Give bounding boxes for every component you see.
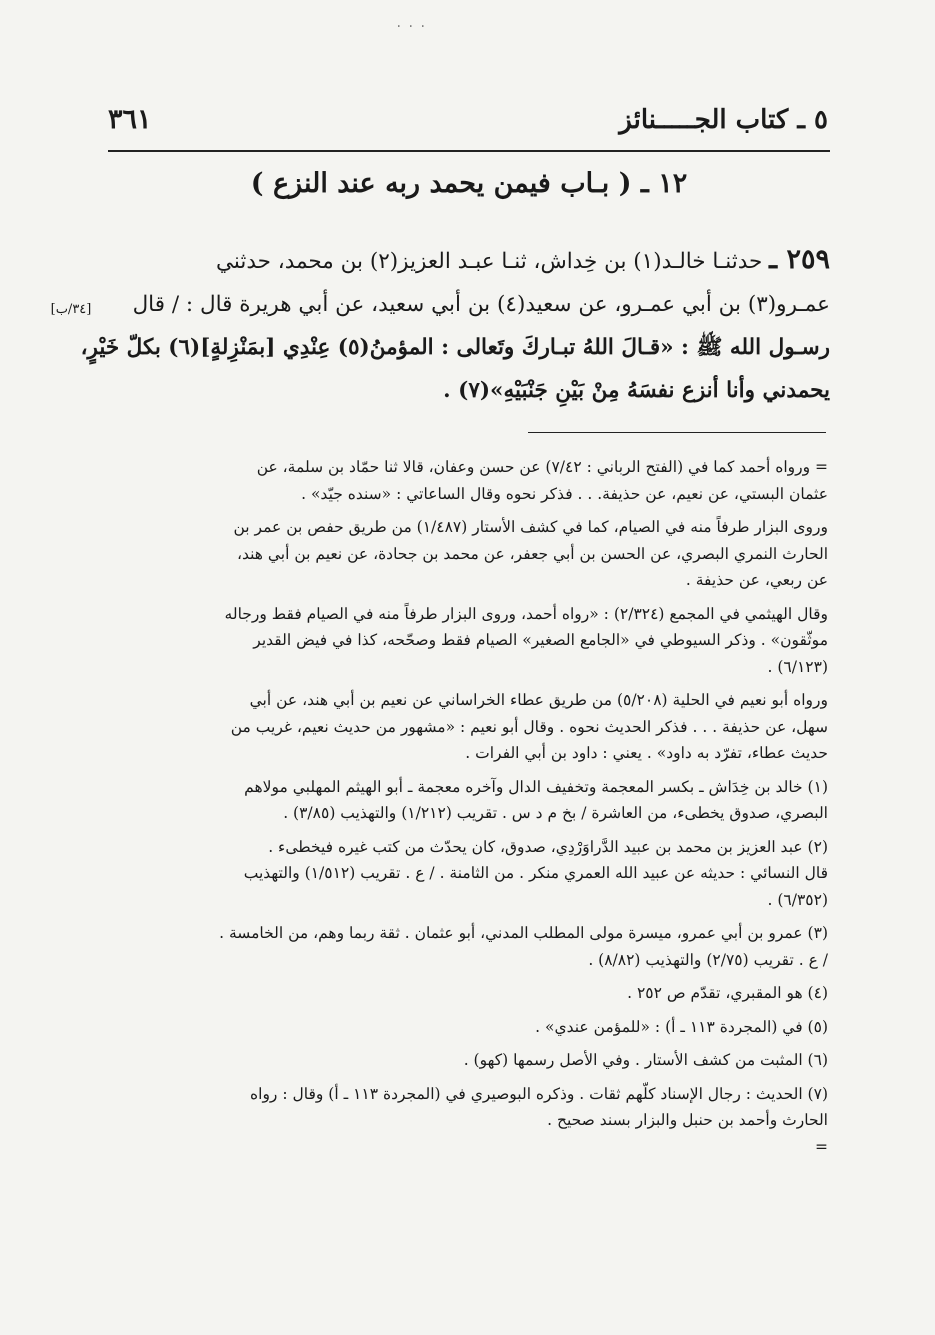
note-paragraph bbox=[112, 601, 828, 681]
hadith-line-2: عمـرو(٣) بن أبي عمـرو، عن سعيد(٤) بن أبي سعيد، عن أبي هريرة قال : / قال bbox=[132, 292, 830, 317]
hadith-number: ٢٥٩ ـ bbox=[769, 244, 830, 275]
top-marks: ٠ ٠ ٠ bbox=[395, 18, 427, 34]
note-paragraph bbox=[112, 514, 828, 594]
note-paragraph bbox=[112, 454, 828, 507]
footnote-7 bbox=[112, 1081, 828, 1161]
footnote-2 bbox=[112, 834, 828, 914]
note-line: = ورواه أحمد كما في (الفتح الرباني : ٧/٤٢) عن حسن وعفان، قالا ثنا حمّاد بن سلمة، عن bbox=[256, 458, 828, 476]
note-line: = bbox=[815, 1137, 828, 1156]
hadith-text bbox=[80, 238, 830, 412]
note-line: (٧) الحديث : رجال الإسناد كلّهم ثقات . وذكره البوصيري في (المجردة ١١٣ ـ أ) وقال : رواه bbox=[250, 1084, 828, 1103]
footnote-4 bbox=[112, 980, 828, 1007]
note-line: قال النسائي : حديثه عن عبيد الله العمري منكر . من الثامنة . / ع . تقريب (١/٥١٢) والتهذيب bbox=[243, 864, 828, 882]
footnote-separator bbox=[528, 432, 826, 433]
note-line: (١) خالد بن خِدَاش ـ بكسر المعجمة وتخفيف الدال وآخره معجمة ـ أبو الهيثم المهلبي مولاهم bbox=[244, 777, 828, 796]
page-header bbox=[108, 95, 828, 135]
footnote-6 bbox=[112, 1047, 828, 1074]
note-line: سهل، عن حذيفة . . . فذكر الحديث نحوه . وقال أبو نعيم : «مشهور من حديث نعيم، غريب من bbox=[230, 717, 828, 736]
note-line: وروى البزار طرفاً منه في الصيام، كما في كشف الأستار (١/٤٨٧) من طريق حفص بن عمر بن bbox=[233, 518, 828, 536]
running-title: ٥ ـ كتاب الجـــــنائز bbox=[619, 105, 828, 135]
note-line: (٢) عبد العزيز بن محمد بن عبيد الدَّراوَرْدِي، صدوق، كان يحدّث من كتب غيره فيخطىء . bbox=[268, 837, 828, 856]
note-line: البصري، صدوق يخطىء، من العاشرة / بخ م د س . تقريب (١/٢١٢) والتهذيب (٣/٨٥) . bbox=[283, 804, 828, 822]
note-line: وقال الهيثمي في المجمع (٢/٣٢٤) : «رواه أحمد، وروى البزار طرفاً منه في الصيام فقط ورجاله bbox=[224, 604, 828, 623]
note-line: (٤) هو المقبري، تقدّم ص ٢٥٢ . bbox=[627, 984, 828, 1002]
footnote-5 bbox=[112, 1014, 828, 1041]
header-rule bbox=[108, 150, 830, 152]
note-line: حديث عطاء، تفرّد به داود» . يعني : داود بن أبي الفرات . bbox=[465, 744, 828, 762]
note-line: موثّقون» . وذكر السيوطي في «الجامع الصغير» الصيام فقط وصحّحه، كذا في فيض القدير bbox=[253, 631, 828, 649]
hadith-line-4: يحمدني وأنا أنزع نفسَهُ مِنْ بَيْنِ جَنْبَيْهِ»(٧) . bbox=[443, 378, 830, 403]
note-line: (٦/٣٥٢) . bbox=[767, 890, 828, 909]
manuscript-folio-ref: [٣٤/ب] bbox=[50, 302, 92, 317]
note-paragraph bbox=[112, 687, 828, 767]
chapter-title: ١٢ ـ ( بـاب فيمن يحمد ربه عند النزع ) bbox=[250, 168, 688, 199]
note-line: (٣) عمرو بن أبي عمرو، ميسرة مولى المطلب المدني، أبو عثمان . ثقة ربما وهم، من الخامسة . bbox=[219, 924, 828, 942]
hadith-line-1 bbox=[108, 238, 830, 283]
note-line: الحارث النمري البصري، عن الحسن بن أبي جعفر، عن محمد بن جحادة، عن نعيم بن أبي هند، bbox=[236, 544, 828, 563]
footnote-3 bbox=[112, 920, 828, 973]
footnote-1 bbox=[112, 774, 828, 827]
hadith-line-3: رسـول الله ﷺ : «قـالَ اللهُ تبـاركَ وتَعالى : المؤمنُ(٥) عِنْدِي [بمَنْزِلةٍ](٦) بكلّ خَيْرٍ، bbox=[80, 335, 830, 360]
hadith-line-1-text: حدثنـا خالـد(١) بن خِداش، ثنـا عبـد العزيز(٢) بن محمد، حدثني bbox=[215, 249, 763, 274]
note-line: ورواه أبو نعيم في الحلية (٥/٢٠٨) من طريق عطاء الخراساني عن نعيم بن أبي هند، عن أبي bbox=[249, 691, 828, 709]
note-line: الحارث وأحمد بن حنبل والبزار بسند صحيح . bbox=[547, 1111, 828, 1129]
note-line: (٦) المثبت من كشف الأستار . وفي الأصل رسمها (كهو) . bbox=[463, 1051, 828, 1069]
note-line: عن ربعي، عن حذيفة . bbox=[685, 571, 828, 589]
note-line: (٦/١٢٣) . bbox=[767, 657, 828, 676]
note-line: / ع . تقريب (٢/٧٥) والتهذيب (٨/٨٢) . bbox=[588, 950, 828, 969]
footnotes bbox=[112, 454, 828, 1167]
note-line: عثمان البستي، عن نعيم، عن حذيفة. . . فذكر نحوه وقال الساعاتي : «سنده جيّد» . bbox=[301, 484, 828, 503]
note-line: (٥) في (المجردة ١١٣ ـ أ) : «للمؤمن عندي» . bbox=[535, 1017, 828, 1036]
page-number: ٣٦١ bbox=[108, 104, 152, 135]
